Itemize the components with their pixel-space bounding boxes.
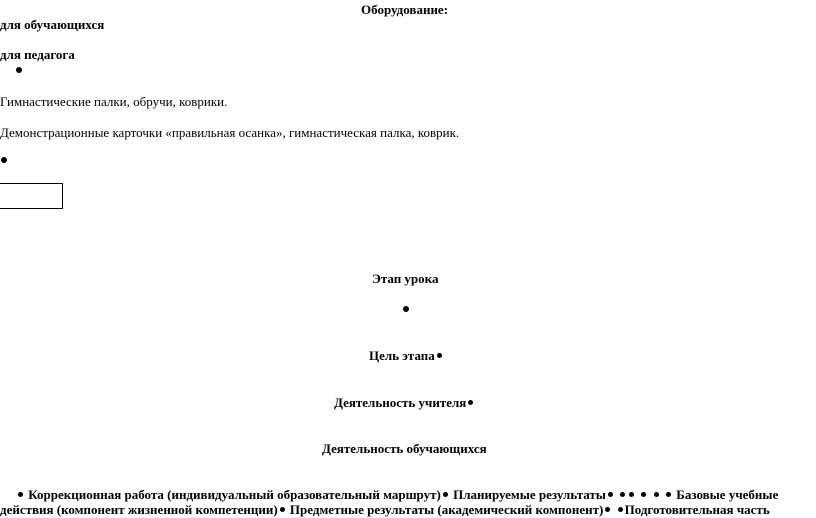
bullet-marker [629,492,634,497]
basic-actions-label: Базовые учебные [676,487,779,502]
basic-actions-label-cont: действия (компонент жизненной компетенции) [0,502,278,517]
bullet-marker [16,67,22,73]
bullet-marker [443,492,448,497]
prep-part-label: Подготовительная часть [624,502,770,517]
teacher-activity-header [334,395,475,411]
bullet-marker [620,492,625,497]
bullet-marker [18,492,23,497]
bullet-marker [605,507,610,512]
stage-goal-header [369,348,444,364]
equipment-heading: Оборудование: [361,2,449,17]
bullet-marker [618,507,623,512]
bullet-marker [280,507,285,512]
student-activity-header: Деятельность обучающихся [322,441,487,456]
header-row-line1 [16,487,778,503]
students-equipment-text: Гимнастические палки, обручи, коврики. [0,94,228,109]
stage-goal-label: Цель этапа [369,348,435,363]
bullet-marker [437,353,442,358]
bullet-marker [641,492,646,497]
for-students-label: для обучающихся [0,17,105,32]
bullet-marker [608,492,613,497]
for-teacher-label: для педагога [0,47,75,62]
bullet-marker [403,306,409,312]
empty-box [0,183,63,209]
header-row-line2 [0,502,770,518]
stage-header: Этап урока [372,271,439,286]
subject-results-label: Предметные результаты (академический компонент) [289,502,604,517]
teacher-activity-label: Деятельность учителя [334,395,467,410]
teacher-equipment-text: Демонстрационные карточки «правильная осанка», гимнастическая палка, коврик. [0,125,460,140]
planned-results-label: Планируемые результаты [453,487,606,502]
bullet-marker [468,400,473,405]
bullet-marker [1,157,7,163]
bullet-marker [654,492,659,497]
correctional-work-label: Коррекционная работа (индивидуальный образовательный маршрут) [28,487,441,502]
bullet-marker [666,492,671,497]
